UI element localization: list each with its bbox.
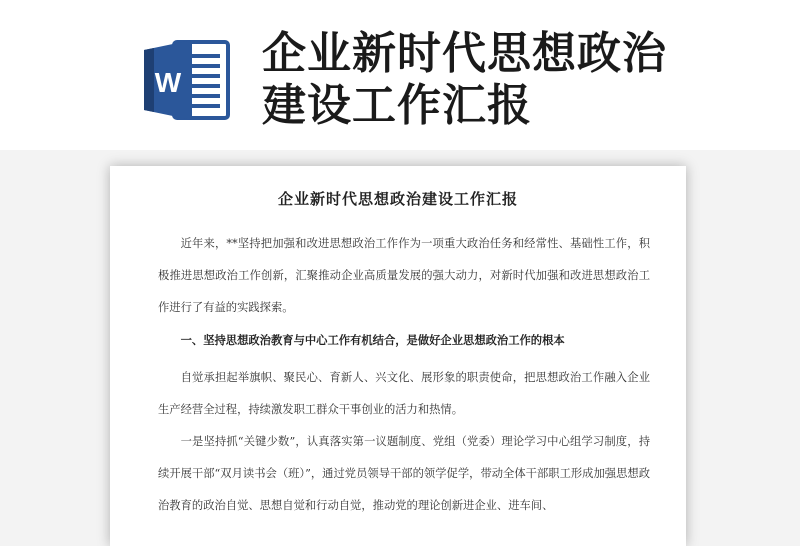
headline-line-2: 建设工作汇报: [262, 80, 532, 131]
headline-line-1: 企业新时代思想政治: [262, 28, 667, 79]
word-icon-letter: W: [154, 67, 182, 98]
paragraph-point-1: 一是坚持抓“关键少数”，认真落实第一议题制度、党组（党委）理论学习中心组学习制度，持续开展干部“双月读书会（班）”，通过党员领导干部的领学促学，带动全体干部职工形成加强思想政治教育的政治自觉、思想自觉和行动自觉，推动党的理论创新进企业、进车间、: [158, 435, 650, 512]
headline: [262, 28, 782, 132]
banner: [0, 0, 800, 150]
word-document-icon: [144, 38, 232, 122]
paragraph-section-1: 自觉承担起举旗帜、聚民心、育新人、兴文化、展形象的职责使命，把思想政治工作融入企业生产经营全过程，持续激发职工群众干事创业的活力和热情。: [158, 371, 650, 416]
paragraph-intro: 近年来，**坚持把加强和改进思想政治工作作为一项重大政治任务和经常性、基础性工作，积极推进思想政治工作创新，汇聚推动企业高质量发展的强大动力，对新时代加强和改进思想政治工作进行了有益的实践探索。: [158, 237, 650, 314]
document-title: 企业新时代思想政治建设工作汇报: [277, 190, 518, 208]
document-page: [110, 166, 686, 546]
section-heading-1: 一、坚持思想政治教育与中心工作有机结合，是做好企业思想政治工作的根本: [180, 333, 565, 347]
